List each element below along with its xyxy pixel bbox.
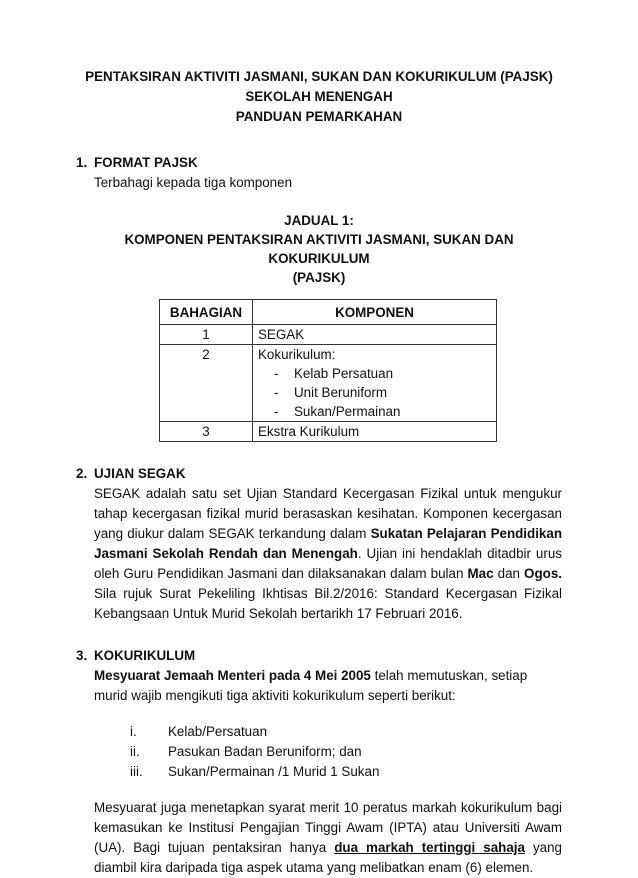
section-ujian-segak [76, 464, 562, 624]
section-paragraph [94, 666, 562, 706]
section-heading [76, 464, 562, 484]
header-subtitle: SEKOLAH MENENGAH [245, 89, 393, 104]
document-header [76, 67, 562, 127]
paragraph-text: Mesyuarat juga menetapkan syarat merit 10 peratus markah kokurikulum bagi kemasukan ke Institusi Pengajian Tinggi Awam (IPTA) atau Universiti Awam (UA). Bagi tujuan pentaksiran hanya [94, 800, 562, 855]
dash-bullet: - [274, 385, 279, 400]
list-item [130, 742, 562, 762]
dash-bullet: - [274, 366, 279, 381]
paragraph-text: yang diambil kira daripada tiga aspek utama yang melibatkan enam (6) elemen. [94, 840, 562, 875]
section-format-pajsk [76, 153, 562, 442]
paragraph-text: telah memutuskan, setiap murid wajib mengikuti tiga aktiviti kokurikulum seperti berikut: [94, 668, 528, 703]
dash-bullet: - [274, 404, 279, 419]
header-title: PENTAKSIRAN AKTIVITI JASMANI, SUKAN DAN KOKURIKULUM (PAJSK) [85, 69, 553, 84]
bold-text: Ogos. [524, 566, 562, 581]
col-header-bahagian: BAHAGIAN [160, 300, 253, 325]
section-text: Terbahagi kepada tiga komponen [94, 175, 293, 190]
table-caption-label: JADUAL 1: [284, 213, 354, 228]
list-item-text: Sukan/Permainan [294, 404, 401, 419]
list-item [274, 402, 491, 421]
sub-component-list [258, 364, 491, 421]
table-header-row [160, 300, 497, 325]
section-heading [76, 646, 562, 666]
section-title: KOKURIKULUM [94, 648, 196, 663]
list-item [130, 762, 562, 782]
bold-text: Sukatan Pelajaran Pendidikan Jasmani Sekolah Rendah dan Menengah [94, 526, 562, 561]
section-paragraph [94, 798, 562, 878]
table-row [160, 325, 497, 345]
section-title: UJIAN SEGAK [94, 466, 186, 481]
activity-list [130, 722, 562, 782]
row-component: Ekstra Kurikulum [253, 422, 497, 442]
row-number: 3 [160, 422, 253, 442]
list-numeral: ii. [130, 744, 140, 759]
paragraph-text: . Ujian ini hendaklah ditadbir urus oleh Guru Pendidikan Jasmani dan dilaksanakan dalam bulan [94, 546, 562, 581]
row-number: 1 [160, 325, 253, 345]
list-item [274, 383, 491, 402]
table-row [160, 422, 497, 442]
underlined-bold-text: dua markah tertinggi sahaja [334, 840, 525, 855]
section-number: 1. [76, 155, 88, 170]
section-heading [76, 153, 562, 173]
table-caption [76, 211, 562, 287]
table-caption-abbrev: (PAJSK) [292, 270, 346, 285]
bold-text: Mesyuarat Jemaah Menteri pada 4 Mei 2005 [94, 668, 371, 683]
row-component: SEGAK [253, 325, 497, 345]
row-component: Kokurikulum: [258, 347, 336, 362]
list-numeral: iii. [130, 764, 143, 779]
list-item-text: Pasukan Badan Beruniform; dan [168, 744, 362, 759]
paragraph-text: dan [493, 566, 525, 581]
section-paragraph [94, 484, 562, 624]
row-number: 2 [160, 345, 253, 422]
section-title: FORMAT PAJSK [94, 155, 198, 170]
list-item-text: Unit Beruniform [294, 385, 388, 400]
bold-text: Mac [467, 566, 494, 581]
list-item-text: Sukan/Permainan /1 Murid 1 Sukan [168, 764, 380, 779]
section-number: 3. [76, 648, 88, 663]
header-guide: PANDUAN PEMARKAHAN [235, 109, 403, 124]
paragraph-text: Sila rujuk Surat Pekeliling Ikhtisas Bil.2/2016: Standard Kecergasan Fizikal Kebangsaan Untuk Murid Sekolah bertarikh 17 Februari 2016. [94, 586, 562, 621]
section-number: 2. [76, 466, 88, 481]
col-header-komponen: KOMPONEN [253, 300, 497, 325]
components-table [159, 299, 497, 442]
list-item [130, 722, 562, 742]
section-kokurikulum [76, 646, 562, 878]
paragraph-text: SEGAK adalah satu set Ujian Standard Kecergasan Fizikal untuk mengukur tahap kecergasan fizikal murid berasaskan kesihatan. Komponen kecergasan yang diukur dalam SEGAK terkandung dalam [94, 486, 562, 541]
list-item [274, 364, 491, 383]
table-row [160, 345, 497, 422]
table-caption-title: KOMPONEN PENTAKSIRAN AKTIVITI JASMANI, SUKAN DAN KOKURIKULUM [124, 232, 514, 266]
list-item-text: Kelab/Persatuan [168, 724, 268, 739]
row-component-cell [253, 345, 497, 422]
list-numeral: i. [130, 724, 137, 739]
list-item-text: Kelab Persatuan [294, 366, 394, 381]
